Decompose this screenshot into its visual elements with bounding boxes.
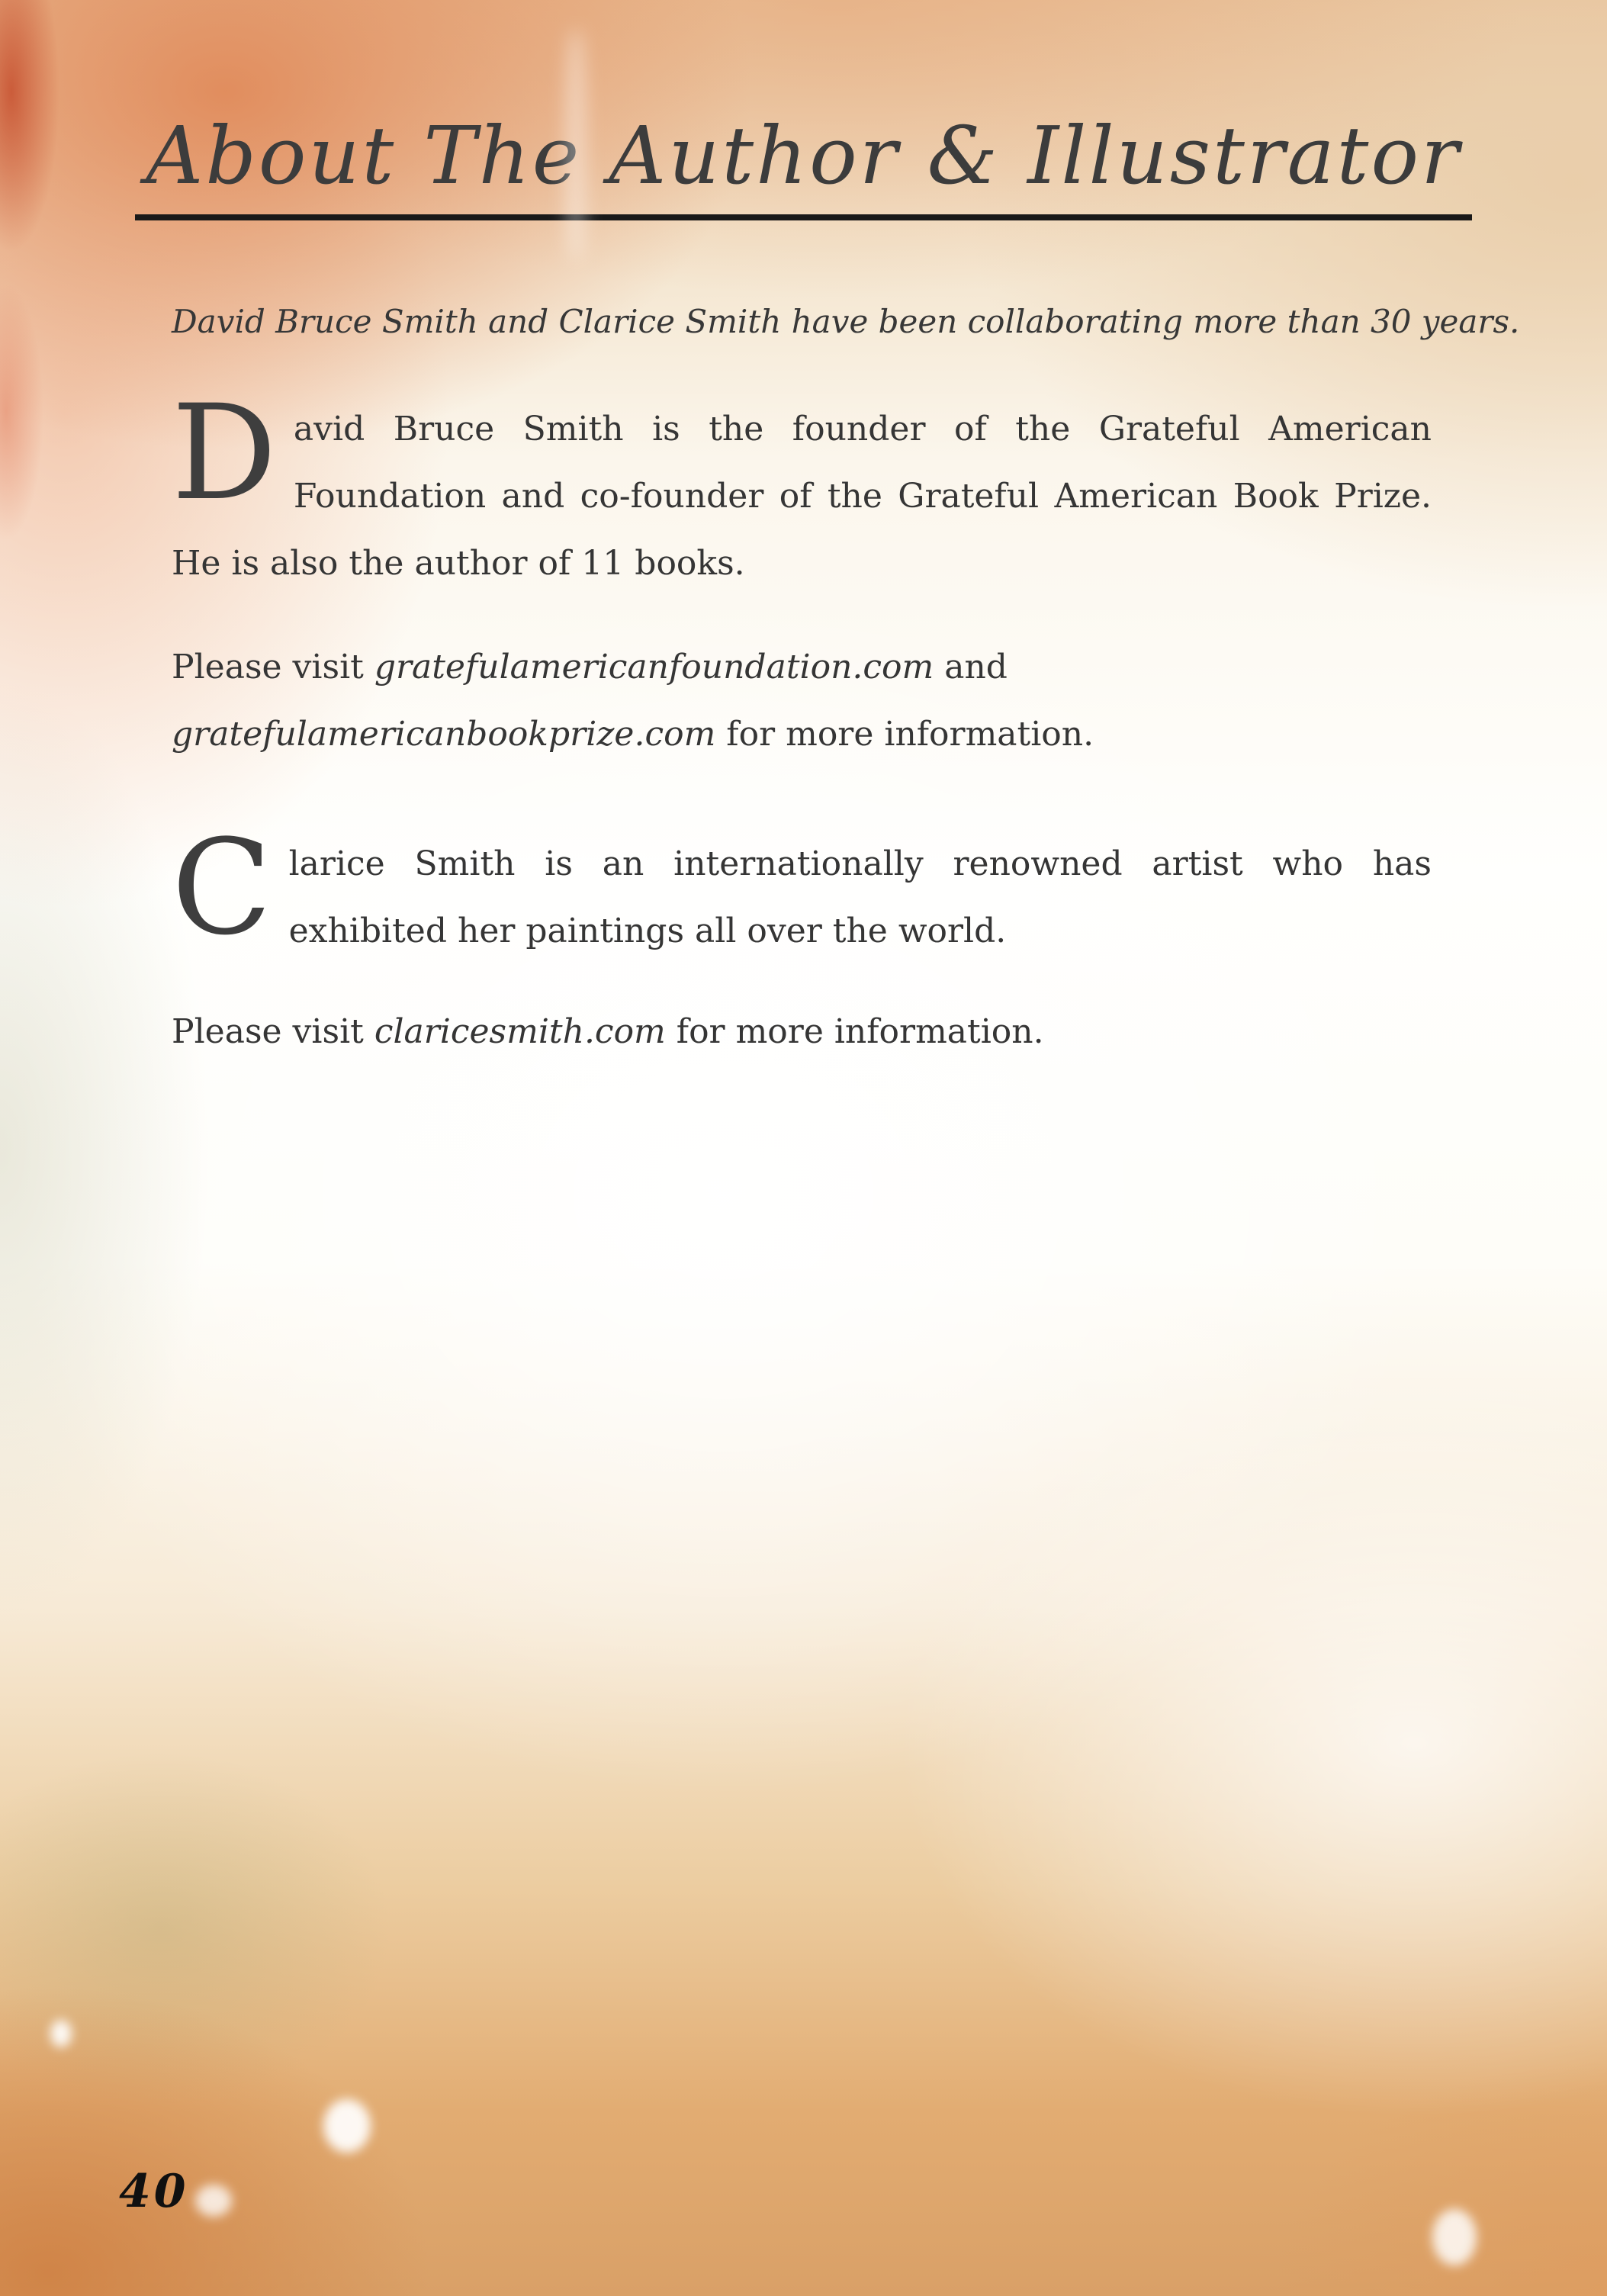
author-paragraph bbox=[172, 376, 1432, 597]
intro-line: David Bruce Smith and Clarice Smith have been collaborating more than 30 years. bbox=[172, 302, 1520, 340]
author-links-suffix: for more information. bbox=[715, 715, 1094, 754]
author-links-prefix: Please visit bbox=[172, 648, 374, 687]
page-header bbox=[0, 0, 1607, 220]
author-links-paragraph bbox=[172, 634, 1432, 768]
illustrator-links-suffix: for more information. bbox=[665, 1012, 1044, 1052]
url-gratefulamericanfoundation: gratefulamericanfoundation.com bbox=[374, 648, 934, 687]
watercolor-speck bbox=[195, 2185, 232, 2217]
illustrator-links-paragraph bbox=[172, 998, 1432, 1066]
watercolor-speck bbox=[1432, 2209, 1477, 2265]
page-title: About The Author & Illustrator bbox=[135, 108, 1472, 220]
author-bio-section bbox=[172, 376, 1432, 768]
author-bio-text: avid Bruce Smith is the founder of the Grateful American Foundation and co-founder of the Grateful American Book Prize. He is also the author of 11 books. bbox=[172, 410, 1432, 584]
dropcap-c: C bbox=[172, 811, 272, 965]
dropcap-d: D bbox=[172, 376, 277, 530]
author-links-middle: and bbox=[934, 648, 1008, 687]
watercolor-speck bbox=[50, 2020, 72, 2047]
url-claricesmith: claricesmith.com bbox=[374, 1012, 666, 1052]
illustrator-bio-text: larice Smith is an internationally renowned artist who has exhibited her paintings all over the world. bbox=[288, 844, 1432, 951]
watercolor-streak bbox=[566, 31, 586, 259]
url-gratefulamericanbookprize: gratefulamericanbookprize.com bbox=[172, 715, 716, 754]
illustrator-bio-section bbox=[172, 811, 1432, 1066]
watercolor-speck bbox=[323, 2099, 371, 2153]
page-number: 40 bbox=[119, 2165, 189, 2218]
illustrator-links-prefix: Please visit bbox=[172, 1012, 374, 1052]
illustrator-paragraph bbox=[172, 811, 1432, 965]
